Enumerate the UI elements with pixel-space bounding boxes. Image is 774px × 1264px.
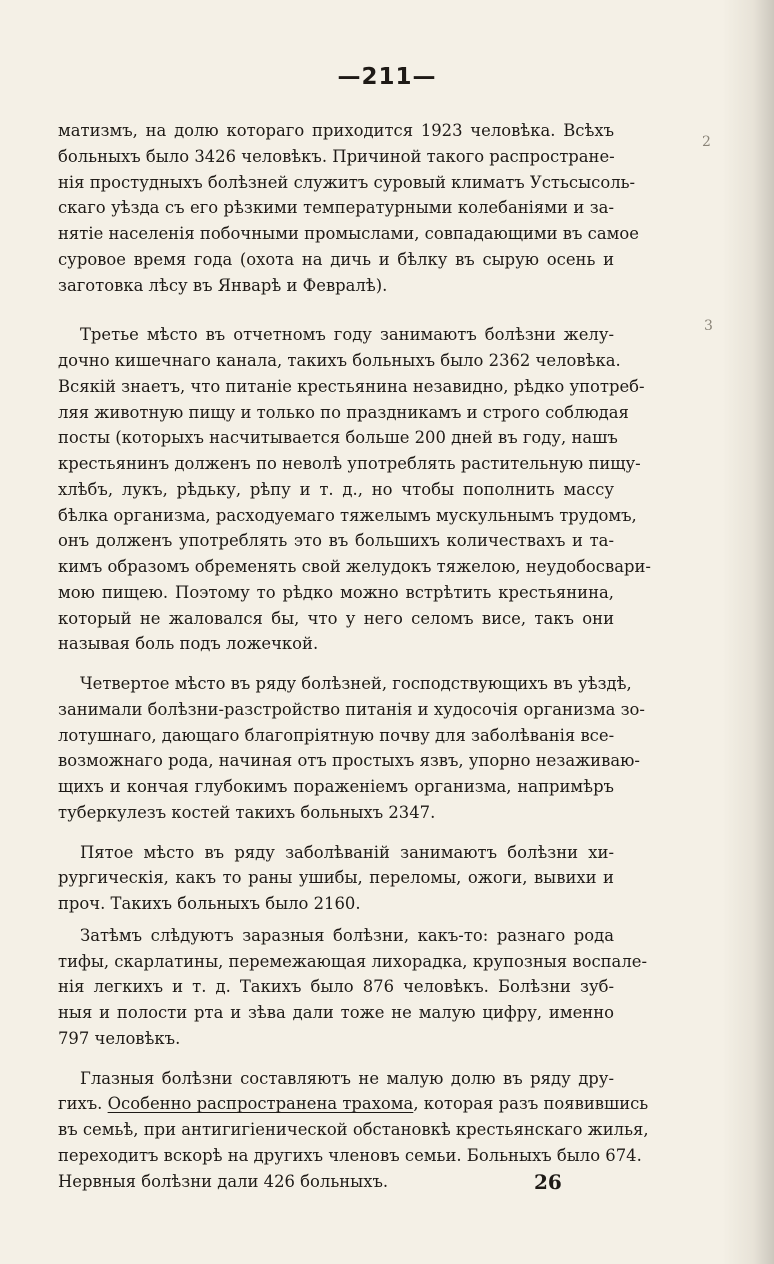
text-line: рургическія, какъ то раны ушибы, переломы, ожоги, вывихи и <box>58 868 614 888</box>
text-line: матизмъ, на долю котораго приходится 1923 человѣка. Всѣхъ <box>58 121 614 140</box>
margin-note: 2 <box>702 134 711 150</box>
text-line: возможнаго рода, начиная отъ простыхъ язвъ, упорно незаживаю- <box>58 751 640 771</box>
text-line: бѣлка организма, расходуемаго тяжелымъ мускульнымъ трудомъ, <box>58 505 637 525</box>
text-line: скаго уѣзда съ его рѣзкими температурными колебаніями и за- <box>58 198 614 218</box>
paragraph-surgical <box>58 840 614 917</box>
text-line: Затѣмъ слѣдуютъ заразныя болѣзни, какъ-то: разнаго рода <box>80 925 614 945</box>
text-line: Пятое мѣсто въ ряду заболѣваній занимаютъ болѣзни хи- <box>80 842 614 862</box>
paragraph-infectious <box>58 923 647 1052</box>
paragraph-gastric <box>58 322 651 657</box>
paragraph-eye <box>58 1066 649 1195</box>
text-line: онъ долженъ употреблять это въ большихъ количествахъ и та- <box>58 531 614 551</box>
text-line: переходитъ вскорѣ на другихъ членовъ семьи. Больныхъ было 674. <box>58 1145 642 1165</box>
page-edge-shadow <box>722 0 774 1264</box>
text-line: хлѣбъ, лукъ, рѣдьку, рѣпу и т. д., но чтобы пополнить массу <box>58 479 614 499</box>
text-line: въ семьѣ, при антигигіенической обстановкѣ крестьянскаго жилья, <box>58 1120 649 1139</box>
text-line: туберкулезъ костей такихъ больныхъ 2347. <box>58 802 436 822</box>
text-line: кимъ образомъ обременять свой желудокъ тяжелою, неудобосвари- <box>58 557 651 576</box>
text-line: ляя животную пищу и только по праздникамъ и строго соблюдая <box>58 402 629 422</box>
text-line: Четвертое мѣсто въ ряду болѣзней, господствующихъ въ уѣздѣ, <box>80 674 632 693</box>
text-line: занимали болѣзни-разстройство питанія и худосочія организма зо- <box>58 699 645 719</box>
text-line: посты (которыхъ насчитывается больше 200 дней въ году, нашъ <box>58 428 618 448</box>
underlined-phrase: Особенно распространена трахома <box>107 1094 414 1114</box>
text-line: больныхъ было 3426 человѣкъ. Причиной такого распростране- <box>58 146 615 166</box>
signature-mark: 26 <box>534 1170 562 1194</box>
paragraph-gap <box>58 826 614 840</box>
text-line: проч. Такихъ больныхъ было 2160. <box>58 894 361 913</box>
text-line: мою пищею. Поэтому то рѣдко можно встрѣтить крестьянина, <box>58 582 614 602</box>
paragraph-gap <box>58 1052 614 1066</box>
text-line: нія легкихъ и т. д. Такихъ было 876 человѣкъ. Болѣзни зуб- <box>58 977 614 997</box>
paragraph-nutrition <box>58 671 645 826</box>
text-line: дочно кишечнаго канала, такихъ больныхъ было 2362 человѣка. <box>58 351 621 370</box>
text-line: щихъ и кончая глубокимъ пораженіемъ организма, напримѣръ <box>58 777 614 796</box>
text-line: крестьянинъ долженъ по неволѣ употреблять растительную пищу- <box>58 454 641 473</box>
text-line: суровое время года (охота на дичь и бѣлку въ сырую осень и <box>58 249 614 269</box>
text-line: Третье мѣсто въ отчетномъ году занимаютъ болѣзни желу- <box>80 325 614 345</box>
text-line: Глазныя болѣзни составляютъ не малую долю въ ряду дру- <box>80 1068 614 1088</box>
text-line: лотушнаго, дающаго благопріятную почву для заболѣванія все- <box>58 725 615 745</box>
page-number: —211— <box>337 64 437 90</box>
body-text <box>58 118 651 1194</box>
text-line: который не жаловался бы, что у него селомъ висе, такъ они <box>58 608 614 628</box>
text-line: тифы, скарлатины, перемежающая лихорадка, крупозныя воспале- <box>58 951 647 971</box>
text-line: нія простудныхъ болѣзней служитъ суровый климатъ Устьсысоль- <box>58 172 636 192</box>
paragraph-gap <box>58 298 614 322</box>
text-line: нятіе населенія побочными промыслами, совпадающими въ самое <box>58 224 639 243</box>
text-line: Всякій знаетъ, что питаніе крестьянина незавидно, рѣдко употреб- <box>58 376 645 396</box>
paragraph-rheumatism <box>58 118 639 298</box>
margin-note: 3 <box>704 318 713 334</box>
text-line: гихъ. Особенно распространена трахома, которая разъ появившись <box>58 1094 649 1114</box>
text-line: ныя и полости рта и зѣва дали тоже не малую цифру, именно <box>58 1003 614 1022</box>
text-line: 797 человѣкъ. <box>58 1028 181 1048</box>
paragraph-gap <box>58 657 614 671</box>
text-line: Нервныя болѣзни дали 426 больныхъ. <box>58 1171 389 1191</box>
text-line: заготовка лѣсу въ Январѣ и Февралѣ). <box>58 275 388 295</box>
text-line: называя боль подъ ложечкой. <box>58 634 319 654</box>
